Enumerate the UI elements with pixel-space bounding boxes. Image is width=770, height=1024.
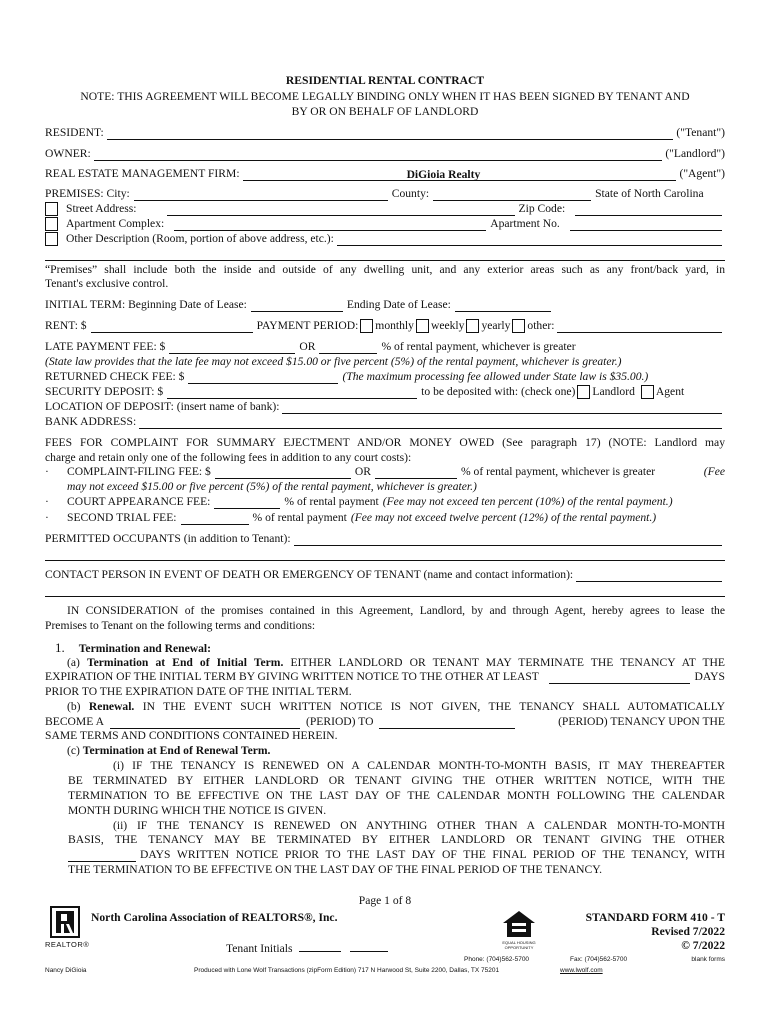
emergency-contact-row [45, 568, 725, 582]
owner-label: OWNER: [45, 147, 91, 160]
binding-note-line-2: BY OR ON BEHALF OF LANDLORD [291, 105, 479, 118]
rent-row [45, 319, 725, 333]
equal-housing-house-icon [501, 909, 537, 939]
section-1c-title: Termination at End of Renewal Term. [82, 744, 271, 757]
firm-field[interactable] [243, 169, 677, 181]
rent-label: RENT: $ [45, 319, 87, 332]
section-1c-i-line-1: (i) IF THE TENANCY IS RENEWED ON A CALENDAR MONTH-TO-MONTH BASIS, IT MAY THEREAFTER [113, 759, 725, 772]
second-trial-fee-row [45, 511, 725, 525]
section-1b-line-2 [45, 715, 725, 729]
produced-with: Produced with Lone Wolf Transactions (zipForm Edition) 717 N Harwood St, Suite 2200, Dallas, TX 75201 [194, 967, 500, 974]
city-field[interactable] [134, 189, 388, 201]
initial-term-label: INITIAL TERM: Beginning Date of Lease: [45, 298, 247, 311]
deposit-location-row [45, 400, 725, 414]
bank-address-field[interactable] [139, 417, 722, 429]
section-1-number: 1. [55, 640, 65, 655]
rent-field[interactable] [91, 321, 253, 333]
deposited-with-label: to be deposited with: (check one) [421, 385, 576, 398]
section-1b-period-to: (PERIOD) TO [305, 715, 374, 728]
apartment-complex-label: Apartment Complex: [66, 217, 165, 230]
firm-suffix: ("Agent") [679, 167, 725, 180]
tenant-initials-row [226, 940, 388, 955]
consideration-line-2: Premises to Tenant on the following terms and conditions: [45, 619, 316, 632]
section-1c-ii-text-3: DAYS WRITTEN NOTICE PRIOR TO THE LAST DAY OF THE FINAL PERIOD OF THE TENANCY, WITH [140, 848, 725, 861]
second-trial-fee-note: (Fee may not exceed twelve percent (12%) of the rental payment.) [350, 511, 657, 524]
consideration-line-1: IN CONSIDERATION of the promises contained in this Agreement, Landlord, by and through Agent, hereby agrees to lease the [67, 604, 725, 617]
returned-check-row [45, 370, 725, 384]
late-fee-row [45, 340, 725, 354]
emergency-contact-field[interactable] [576, 570, 722, 582]
section-1a-prefix: (a) [67, 656, 80, 669]
city-label: PREMISES: City: [45, 187, 130, 200]
security-deposit-row [45, 385, 725, 399]
street-label: Street Address: [66, 202, 137, 215]
weekly-label: weekly [430, 319, 465, 332]
section-1a-text-2: EXPIRATION OF THE INITIAL TERM BY GIVING WRITTEN NOTICE TO THE OTHER AT LEAST [45, 670, 539, 683]
section-1-heading: Termination and Renewal: [78, 642, 212, 655]
payment-period-label: PAYMENT PERIOD: [256, 319, 359, 332]
phone-number: Phone: (704)562-5700 [464, 956, 530, 963]
court-bullet: · [45, 495, 49, 508]
realtor-logo-text: REALTOR® [45, 940, 90, 949]
section-1b-title: Renewal. [88, 700, 135, 713]
section-1b-line-3: SAME TERMS AND CONDITIONS CONTAINED HEREIN. [45, 729, 338, 742]
other-description-row [45, 232, 725, 246]
other-period-field[interactable] [557, 321, 722, 333]
section-1c-i-line-2: BE TERMINATED BY EITHER LANDLORD OR TENANT GIVING THE OTHER WRITTEN NOTICE, WITH THE [68, 774, 725, 787]
complaint-fee-note-2: may not exceed $15.00 or five percent (5%) of the rental payment, whichever is greater.) [67, 480, 477, 493]
association-name: North Carolina Association of REALTORS®, Inc. [91, 911, 338, 924]
blank-forms-label: blank forms [691, 956, 725, 963]
page-number: Page 1 of 8 [358, 894, 412, 907]
other-description-line-2[interactable] [45, 247, 725, 261]
late-fee-amount-field[interactable] [169, 342, 295, 354]
complaint-fee-note-1: (Fee [703, 465, 725, 478]
monthly-label: monthly [375, 319, 414, 332]
form-copyright: © 7/2022 [681, 939, 725, 952]
form-revised: Revised 7/2022 [651, 925, 725, 938]
deposit-landlord-checkbox[interactable] [577, 385, 590, 399]
firm-row [45, 167, 725, 181]
section-1a-text-1: EITHER LANDLORD OR TENANT MAY TERMINATE THE TENANCY AT THE [290, 656, 725, 669]
yearly-checkbox[interactable] [466, 319, 479, 333]
permitted-occupants-field[interactable] [294, 534, 722, 546]
fees-heading-line-1: FEES FOR COMPLAINT FOR SUMMARY EJECTMENT AND/OR MONEY OWED (See paragraph 17) (NOTE: Landlord may [45, 436, 725, 449]
complaint-fee-suffix: % of rental payment, whichever is greater [460, 465, 656, 478]
fees-heading-line-2: charge and retain only one of the following fees in addition to any court costs): [45, 451, 412, 464]
security-deposit-label: SECURITY DEPOSIT: $ [45, 385, 164, 398]
section-1a-title: Termination at End of Initial Term. [86, 656, 284, 669]
yearly-label: yearly [481, 319, 511, 332]
complaint-fee-label: COMPLAINT-FILING FEE: $ [67, 465, 211, 478]
section-1b-period-tenancy: (PERIOD) TENANCY UPON THE [558, 715, 725, 728]
premises-definition-line-2: Tenant's exclusive control. [45, 277, 169, 290]
permitted-occupants-line-2[interactable] [45, 547, 725, 561]
late-fee-percent-field[interactable] [319, 342, 377, 354]
ending-date-label: Ending Date of Lease: [346, 298, 451, 311]
resident-field[interactable] [107, 128, 674, 140]
renewal-period-field-1[interactable] [110, 717, 300, 729]
deposit-agent-checkbox[interactable] [641, 385, 654, 399]
tenant-initials-label: Tenant Initials [226, 942, 293, 955]
permitted-occupants-row [45, 532, 725, 546]
returned-check-note: (The maximum processing fee allowed under State law is $35.00.) [342, 370, 649, 383]
bank-address-row [45, 415, 725, 429]
owner-suffix: ("Landlord") [665, 147, 725, 160]
form-info [586, 911, 725, 953]
resident-row [45, 126, 725, 140]
contract-title: RESIDENTIAL RENTAL CONTRACT [285, 74, 485, 87]
returned-check-field[interactable] [188, 372, 338, 384]
section-1c-prefix: (c) [67, 744, 80, 757]
deposit-landlord-label: Landlord [592, 385, 635, 398]
state-text: State of North Carolina [595, 187, 704, 200]
court-fee-label: COURT APPEARANCE FEE: [67, 495, 211, 508]
bank-address-label: BANK ADDRESS: [45, 415, 137, 428]
resident-label: RESIDENT: [45, 126, 104, 139]
renewal-period-field-2[interactable] [379, 717, 515, 729]
second-trial-fee-field[interactable] [181, 513, 249, 525]
apartment-row [45, 217, 725, 231]
firm-value: DiGioia Realty [406, 168, 481, 181]
apartment-checkbox[interactable] [45, 217, 58, 231]
other-description-checkbox[interactable] [45, 232, 58, 246]
court-fee-row [45, 495, 725, 509]
other-period-checkbox[interactable] [512, 319, 525, 333]
premises-definition-line-1: “Premises” shall include both the inside and outside of any dwelling unit, and any exterior areas such as any front/back yard, in [45, 263, 725, 276]
late-fee-or: OR [299, 340, 316, 353]
street-field[interactable] [167, 204, 515, 216]
street-row [45, 202, 725, 216]
weekly-checkbox[interactable] [416, 319, 429, 333]
renewal-notice-days-field[interactable] [68, 850, 136, 862]
deposit-agent-label: Agent [655, 385, 685, 398]
court-fee-suffix: % of rental payment [284, 495, 379, 508]
fax-number: Fax: (704)562-5700 [570, 956, 628, 963]
second-trial-fee-label: SECOND TRIAL FEE: [67, 511, 177, 524]
other-description-field[interactable] [337, 234, 722, 246]
equal-housing-logo [498, 909, 540, 949]
monthly-checkbox[interactable] [360, 319, 373, 333]
owner-row [45, 147, 725, 161]
section-1b-text-1: IN THE EVENT SUCH WRITTEN NOTICE IS NOT GIVEN, THE TENANCY SHALL AUTOMATICALLY [142, 700, 726, 713]
owner-field[interactable] [94, 149, 663, 161]
section-1c-heading [45, 744, 725, 758]
returned-check-label: RETURNED CHECK FEE: $ [45, 370, 185, 383]
section-1c-ii-line-3 [68, 848, 725, 862]
section-1c-i-line-4: MONTH DURING WHICH THE NOTICE IS GIVEN. [68, 804, 327, 817]
premises-city-row [45, 187, 725, 201]
section-1b-line-1 [45, 700, 725, 714]
complaint-fee-amount-field[interactable] [215, 467, 351, 479]
realtor-logo [45, 906, 90, 950]
apartment-complex-field[interactable] [174, 219, 486, 231]
court-fee-field[interactable] [214, 497, 280, 509]
section-1c-ii-line-1: (ii) IF THE TENANCY IS RENEWED ON ANYTHING OTHER THAN A CALENDAR MONTH-TO-MONTH [113, 819, 725, 832]
section-1c-i-line-3: TERMINATION TO BE EFFECTIVE ON THE LAST DAY OF THE CALENDAR MONTH FOLLOWING THE CALENDAR [68, 789, 725, 802]
section-1a-days: DAYS [694, 670, 725, 683]
end-date-field[interactable] [455, 300, 551, 312]
other-period-label: other: [527, 319, 555, 332]
website-link[interactable]: www.lwolf.com [560, 967, 603, 974]
form-name: STANDARD FORM 410 - T [585, 911, 725, 924]
section-1c-ii-line-4: THE TERMINATION TO BE EFFECTIVE ON THE LAST DAY OF THE FINAL PERIOD OF THE TENANCY. [68, 863, 602, 876]
firm-label: REAL ESTATE MANAGEMENT FIRM: [45, 167, 240, 180]
street-checkbox[interactable] [45, 202, 58, 216]
court-fee-note: (Fee may not exceed ten percent (10%) of the rental payment.) [382, 495, 673, 508]
tenant-initials-field-1[interactable] [299, 940, 341, 952]
tenant-initials-field-2[interactable] [350, 940, 388, 952]
section-1a-line-2 [45, 670, 725, 684]
second-trial-bullet: · [45, 511, 49, 524]
emergency-contact-label: CONTACT PERSON IN EVENT OF DEATH OR EMERGENCY OF TENANT (name and contact information): [45, 568, 574, 581]
late-fee-suffix: % of rental payment, whichever is greater [381, 340, 576, 353]
apartment-no-label: Apartment No. [490, 217, 560, 230]
realtor-r-icon [50, 906, 80, 938]
complaint-fee-percent-field[interactable] [375, 467, 457, 479]
county-field[interactable] [433, 189, 591, 201]
zip-label: Zip Code: [518, 202, 566, 215]
notice-days-field[interactable] [549, 672, 691, 684]
equal-housing-text: EQUAL HOUSING OPPORTUNITY [502, 940, 536, 950]
section-1a-line-3: PRIOR TO THE EXPIRATION DATE OF THE INITIAL TERM. [45, 685, 352, 698]
section-1c-ii-line-2: BASIS, THE TENANCY MAY BE TERMINATED BY EITHER LANDLORD OR TENANT GIVING THE OTHER [68, 833, 725, 846]
apartment-no-field[interactable] [570, 219, 722, 231]
begin-date-field[interactable] [251, 300, 343, 312]
section-1b-become: BECOME A [45, 715, 104, 728]
initial-term-row [45, 298, 725, 312]
county-label: County: [391, 187, 430, 200]
permitted-occupants-label: PERMITTED OCCUPANTS (in addition to Tenant): [45, 532, 291, 545]
late-fee-label: LATE PAYMENT FEE: $ [45, 340, 166, 353]
security-deposit-field[interactable] [167, 387, 417, 399]
complaint-fee-row [45, 465, 725, 479]
zip-field[interactable] [575, 204, 722, 216]
late-fee-note: (State law provides that the late fee may not exceed $15.00 or five percent (5%) of the rental payment, whichever is greater.) [45, 355, 622, 368]
second-trial-fee-suffix: % of rental payment [252, 511, 347, 524]
complaint-bullet: · [45, 465, 49, 478]
section-1b-prefix: (b) [67, 700, 81, 713]
binding-note-line-1: NOTE: THIS AGREEMENT WILL BECOME LEGALLY BINDING ONLY WHEN IT HAS BEEN SIGNED BY TENANT AND [80, 90, 690, 103]
other-description-label: Other Description (Room, portion of above address, etc.): [66, 232, 334, 245]
resident-suffix: ("Tenant") [676, 126, 725, 139]
section-1a-line-1 [45, 656, 725, 670]
emergency-contact-line-2[interactable] [45, 583, 725, 597]
complaint-fee-or: OR [354, 465, 371, 478]
agent-name: Nancy DiGioia [45, 967, 87, 974]
section-1-heading-row [45, 641, 725, 656]
deposit-location-field[interactable] [282, 402, 722, 414]
deposit-location-label: LOCATION OF DEPOSIT: (insert name of bank): [45, 400, 280, 413]
